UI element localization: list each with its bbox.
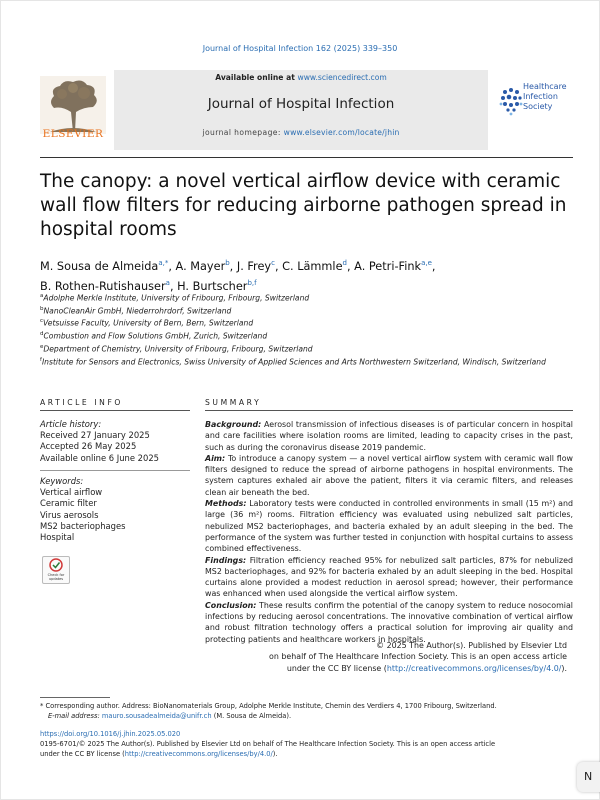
keywords: Keywords: Vertical airflow Ceramic filter Virus aerosols MS2 bacteriophages Hospital <box>40 476 190 543</box>
affiliation-list <box>40 291 575 367</box>
header-divider <box>40 157 573 158</box>
author[interactable]: M. Sousa de Almeida$^{a,*}$ <box>40 259 169 273</box>
keyword-item: Vertical airflow <box>40 487 103 498</box>
summary-aim: Aim: To introduce a canopy system — a novel vertical airflow system with ceramic wall flow filters designed to reduce the spread of airborne pathogens in hospital environments. The system captures exhaled air above the patient, filters it via ceramic filters, and releases clean air beneath the bed. <box>205 453 573 497</box>
affiliation-item: $^f$Institute for Sensors and Electronics, Swiss University of Applied Sciences and Arts Northwestern Switzerland, Windisch, Switzerland <box>40 356 546 367</box>
affiliation-item: $^e$Department of Chemistry, University of Fribourg, Fribourg, Switzerland <box>40 343 313 354</box>
doi-link[interactable]: https://doi.org/10.1016/j.jhin.2025.05.020 <box>40 730 181 738</box>
history-divider <box>40 470 190 471</box>
his-wordmark: Healthcare Infection Society <box>523 82 567 111</box>
summary-methods: Methods: Laboratory tests were conducted in controlled environments in small (15 m²) and large (36 m²) rooms. Filtration efficiency was evaluated using nebulized salt particles, nebulized MS2 bacteriophages, and bacteria exhaled by an adult sleeping in the bed. The performance of the system was further tested in conjunction with hospital curtains to assess combined effectiveness. <box>205 499 574 554</box>
article-history: Article history: Received 27 January 2025 Accepted 26 May 2025 Available online 6 June 2025 <box>40 419 159 463</box>
journal-title: Journal of Hospital Infection <box>207 96 395 112</box>
journal-homepage: journal homepage: www.elsevier.com/locate/jhin <box>202 128 400 137</box>
doi-license-block: https://doi.org/10.1016/j.jhin.2025.05.020 0195-6701/© 2025 The Author(s). Published by Elsevier Ltd on behalf of The Healthcare Infection Society. This is an open access article under the CC BY license (http://creativecommons.org/licenses/by/4.0/). <box>40 730 496 758</box>
keyword-item: Hospital <box>40 532 75 543</box>
summary-text <box>205 419 573 645</box>
summary-findings: Findings: Filtration efficiency reached 95% for nebulized salt particles, 87% for nebulized MS2 bacteriophages, and 92% for bacteria exhaled by an adult sleeping in the bed. Hospital curtains alone provided a modest reduction in aerosol spread; however, their performance was enhanced when used alongside the vertical airflow system. <box>205 555 573 599</box>
footnote-divider <box>40 697 110 698</box>
summary-conclusion: Conclusion: These results confirm the potential of the canopy system to reduce nosocomial infections by reducing aerosol concentrations. The innovative combination of vertical airflow and robust filtration technology offers a practical solution for improving air quality and protecting patients and healthcare workers in hospitals. <box>205 600 573 644</box>
affiliation-item: $^a$Adolphe Merkle Institute, University of Fribourg, Fribourg, Switzerland <box>40 293 310 303</box>
side-panel-tab[interactable]: N <box>577 762 600 792</box>
author[interactable]: B. Rothen-Rutishauser$^a$ <box>40 278 170 293</box>
affiliation-item: $^c$Vetsuisse Faculty, University of Bern, Bern, Switzerland <box>40 318 254 328</box>
bottom-license-link[interactable]: http://creativecommons.org/licenses/by/4.0/ <box>124 750 273 758</box>
check-updates-icon <box>43 557 69 573</box>
check-updates-label: Check for updates <box>47 573 65 581</box>
keyword-item: MS2 bacteriophages <box>40 520 126 531</box>
author[interactable]: C. Lämmle$^d$ <box>282 259 347 273</box>
article-info-divider <box>40 410 190 411</box>
summary-heading: SUMMARY <box>205 398 262 407</box>
available-online: Available online at www.sciencedirect.com <box>215 73 387 82</box>
affiliation-item: $^d$Combustion and Flow Solutions GmbH, Zurich, Switzerland <box>40 331 268 341</box>
keyword-item: Ceramic filter <box>40 498 97 509</box>
copyright-notice: © 2025 The Author(s). Published by Elsevier Ltd on behalf of The Healthcare Infection Society. This is an open access article under the CC BY license (http://creativecommons.org/licenses/by/4.0/). <box>269 641 567 673</box>
article-info-heading: ARTICLE INFO <box>40 398 124 407</box>
author-list: M. Sousa de Almeida$^{a,*}$, A. Mayer$^b$, J. Frey$^c$, C. Lämmle$^d$, A. Petri-Fink$^{a,e}$, B. Rothen-Rutishauser$^a$, H. Burtscher$^{b,f}$ <box>40 259 436 293</box>
author[interactable]: J. Frey$^c$ <box>236 259 275 273</box>
article-title: The canopy: a novel vertical airflow device with ceramic wall flow filters for reducing airborne pathogen spread in hospital rooms <box>40 171 567 240</box>
corresponding-author-note: * Corresponding author. Address: BioNanomaterials Group, Adolphe Merkle Institute, Chemin des Verdiers 4, 1700 Fribourg, Switzerland. E-mail address: mauro.sousadealmeida@unifr.ch (M. Sousa de Almeida). <box>40 702 497 720</box>
keyword-item: Virus aerosols <box>40 509 99 520</box>
summary-background: Background: Aerosol transmission of infectious diseases is of particular concern in hospital and care facilities where isolation rooms are limited, leading to capacity crises in the past, such as during the coronavirus disease 2019 pandemic. <box>205 420 573 452</box>
author[interactable]: H. Burtscher$^{b,f}$ <box>177 278 257 293</box>
license-link[interactable]: http://creativecommons.org/licenses/by/4.0/ <box>386 663 562 673</box>
homepage-link[interactable]: www.elsevier.com/locate/jhin <box>283 128 400 137</box>
affiliation-item: $^b$NanoCleanAir GmbH, Niederrohrdorf, Switzerland <box>40 305 232 316</box>
author[interactable]: A. Mayer$^b$ <box>175 259 230 273</box>
author[interactable]: A. Petri-Fink$^{a,e}$ <box>354 259 432 273</box>
elsevier-wordmark: ELSEVIER <box>42 128 104 140</box>
sciencedirect-link[interactable]: www.sciencedirect.com <box>297 73 387 82</box>
author-email-link[interactable]: mauro.sousadealmeida@unifr.ch <box>101 712 212 720</box>
journal-reference[interactable]: Journal of Hospital Infection 162 (2025) 339–350 <box>202 44 398 53</box>
summary-divider <box>205 410 573 411</box>
